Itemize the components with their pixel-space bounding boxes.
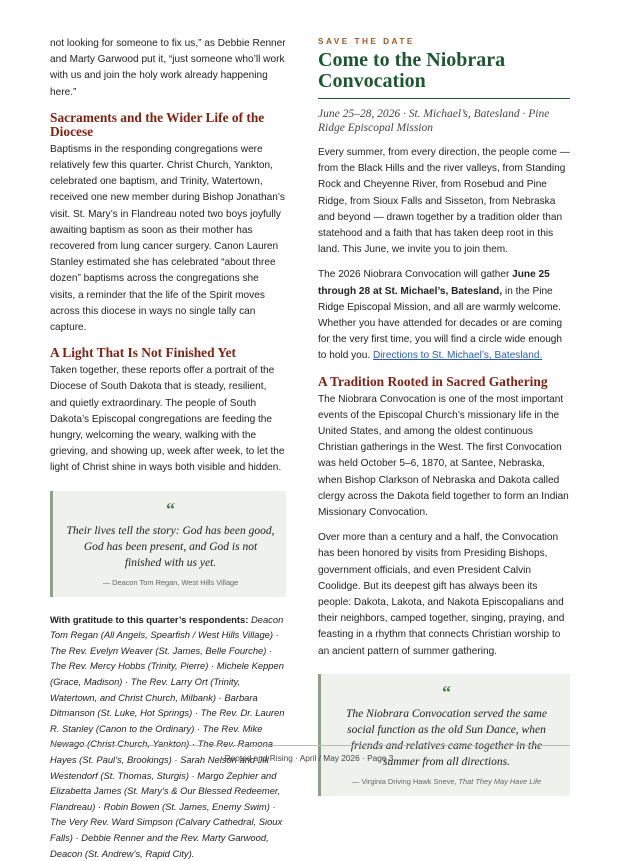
right-column bbox=[318, 36, 570, 796]
event-dateline: June 25–28, 2026 · St. Michael’s, Batesland · Pine Ridge Episcopal Mission bbox=[318, 108, 550, 134]
respondents-names: Deacon Tom Regan (All Angels, Spearfish / West Hills Village) · The Rev. Evelyn Weaver (St. James, Belle Fourche) · The Rev. Mercy Hobbs (Trinity, Pierre) · Michele Keppen (Grace, Madison) · The Rev. Larry Ort (Trinity, Watertown, and Christ Church, Milbank) · Barbara Ditmanson (St. Luke, Hot Springs) · The Rev. Dr. Lauren R. Stanley (Canon to the Ordinary) · The Rev. Mike Newago (Christ Church, Yankton) · The Rev. Ramona Hayes (St. Paul’s, Brookings) · Sarah Nelson and Jill Westendorf (St. Thomas, Sturgis) · Margo Zephier and Elizabetta James (St. Mary’s & Our Blessed Redeemer, Flandreau) · Robin Bowen (St. James, Enemy Swim) · The Very Rev. Ward Simpson (Calvary Cathedral, Sioux Falls) · Debbie Renner and the Rev. Marty Garwood, Deacon (St. Andrew’s, Rapid City). bbox=[50, 613, 285, 859]
gathering-paragraph bbox=[318, 267, 570, 364]
save-the-date-kicker: SAVE THE DATE bbox=[318, 37, 415, 46]
history-paragraph: The Niobrara Convocation is one of the most important events of the Episcopal Church’s missionary life in the United States, and among the oldest continuous Christian gatherings in the West. The first Convocation was held October 5–6, 1870, at Santee, Nebraska, when Bishop Clarkson of Nebraska and Dakota called clergy across the Dakota field together to form an Indian Missionary Convocation. bbox=[318, 393, 569, 519]
pull-quote-sneve bbox=[318, 674, 570, 796]
section-title-light: A Light That Is Not Finished Yet bbox=[50, 345, 237, 361]
intro-paragraph: not looking for someone to fix us,” as Debbie Renner and Marty Garwood put it, “just someone who’ll work with us and join the holy work already happening here.” bbox=[50, 38, 286, 98]
sacraments-paragraph: Baptisms in the responding congregations were relatively few this quarter. Christ Church, Yankton, celebrated one baptism, and Trinity, Watertown, received one new member during Bishop Jonathan’s visit. St. Mary’s in Flandreau noted two boys joyfully awaiting baptism as soon as their mother has recovered from lung cancer surgery. Canon Lauren Stanley estimated she has celebrated “about three dozen” baptisms across the congregations she visits, a reminder that the life of the Spirit moves across this diocese in ways no single tally can capture. bbox=[50, 143, 285, 334]
respondents-list bbox=[50, 612, 286, 861]
footer-divider bbox=[50, 745, 570, 746]
attribution-author: — Virginia Driving Hawk Sneve, bbox=[351, 776, 459, 786]
quote-mark-icon: “ bbox=[166, 498, 175, 519]
pull-quote-regan bbox=[50, 491, 286, 597]
gathering-text-2: in the Pine Ridge Episcopal Mission, and all are warmly welcome. Whether you have attended for decades or are coming for the very first time, you will find a circle wide enough to hold you. bbox=[318, 285, 563, 362]
page-footer: Rooted and Rising · April / May 2026 · Page 3 bbox=[224, 753, 394, 763]
light-paragraph: Taken together, these reports offer a portrait of the Diocese of South Dakota that is steady, resilient, and quietly extraordinary. The people of South Dakota’s Episcopal congregations are feeding the hungry, welcoming the weary, walking with the grieving, and showing up, week after week, to let the light of Christ shine in ways both visible and hidden. bbox=[50, 365, 285, 474]
attribution-work: That They May Have Life bbox=[458, 776, 542, 786]
quote-text: The Niobrara Convocation served the same social function as the old Sun Dance, when friends and relatives came together in the summer from all directions. bbox=[346, 707, 547, 768]
section-title-sacraments: Sacraments and the Wider Life of the Diocese bbox=[50, 109, 265, 139]
gathering-text-1: The 2026 Niobrara Convocation will gather bbox=[318, 269, 513, 281]
left-column bbox=[50, 36, 286, 861]
section-title-tradition: A Tradition Rooted in Sacred Gathering bbox=[318, 373, 548, 389]
quote-attribution: — Deacon Tom Regan, West Hills Village bbox=[102, 577, 239, 587]
title-divider bbox=[318, 98, 570, 99]
quote-attribution bbox=[333, 777, 560, 786]
people-paragraph: Over more than a century and a half, the Convocation has been honored by visits from Presiding Bishops, government officials, and even President Calvin Coolidge. But its deepest gift has always been its people: Dakota, Lakota, and Nakota Episcopalians and their neighbors, camped together, singing, praying, and feasting in a rhythm that connects Christian worship to an ancient pattern of summer gathering. bbox=[318, 532, 565, 657]
convocation-title: Come to the Niobrara Convocation bbox=[318, 49, 506, 92]
invitation-paragraph: Every summer, from every direction, the people come — from the Black Hills and the river valleys, from Standing Rock and Cheyenne River, from Rosebud and Pine Ridge, from Sioux Falls and Sisseton, from Nebraska and beyond — drawn together by a tradition older than statehood and a faith that has taken deep root in this land. This June, we invite you to join them. bbox=[318, 147, 570, 256]
directions-link[interactable]: Directions to St. Michael’s, Batesland. bbox=[373, 350, 543, 362]
quote-mark-icon: “ bbox=[442, 681, 451, 702]
quote-text: Their lives tell the story: God has been good, God has been present, and God is not finished with us yet. bbox=[66, 524, 275, 569]
gathering-dates: June 25 through 28 at St. Michael’s, Batesland, bbox=[318, 269, 550, 297]
respondents-lead: With gratitude to this quarter’s respondents: bbox=[50, 613, 249, 625]
